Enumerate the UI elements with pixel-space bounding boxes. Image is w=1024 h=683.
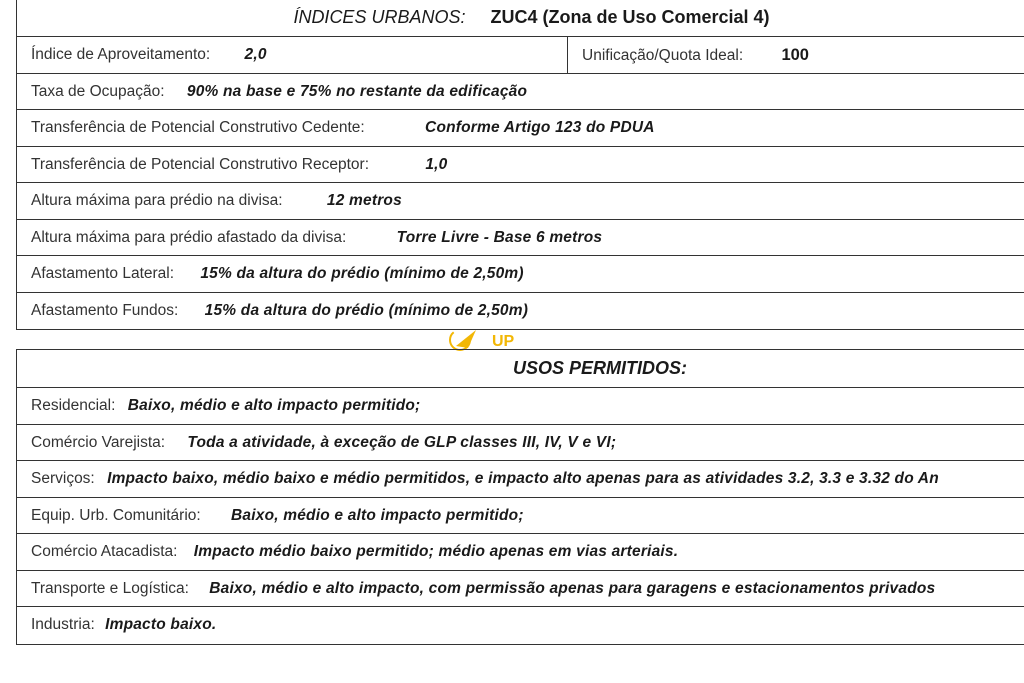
row-label: Transferência de Potencial Construtivo Cedente: [31,119,365,136]
unificacao-cell [568,37,1024,73]
usos-permitidos-table [16,349,1024,645]
row-value: 12 metros [326,192,402,209]
unificacao-label: Unificação/Quota Ideal: [582,47,744,64]
row-value: 90% na base e 75% no restante da edificação [186,82,528,100]
logo-arrow-icon [456,330,476,348]
table-row [17,388,1024,425]
table-row [17,461,1024,498]
row-value: Impacto baixo, médio baixo e médio permitidos, e impacto alto apenas para as atividades 3.2, 3.3 e 3.32 do An [107,470,939,487]
row-label: Afastamento Fundos: [31,301,179,319]
row-value: Torre Livre - Base 6 metros [396,228,603,246]
row-label: Comércio Varejista: [31,433,166,451]
table-row [17,220,1024,257]
table-row [17,425,1024,462]
row-value: 1,0 [425,155,448,173]
indices-header [17,0,1024,37]
row-label: Industria: [31,616,95,633]
row-label: Taxa de Ocupação: [31,82,165,100]
table-row [17,607,1024,644]
table-row [17,498,1024,535]
aproveitamento-value: 2,0 [244,46,267,63]
table-row [17,74,1024,111]
row-label: Residencial: [31,397,116,414]
row-value: Conforme Artigo 123 do PDUA [425,119,655,136]
table-row [17,256,1024,293]
row-value: Impacto médio baixo permitido; médio apenas em vias arteriais. [193,543,679,560]
unificacao-value: 100 [781,46,809,64]
row-label: Transferência de Potencial Construtivo Receptor: [31,155,370,173]
row-label: Serviços: [31,470,95,487]
row-label: Afastamento Lateral: [31,265,175,282]
row-value: Baixo, médio e alto impacto permitido; [127,397,421,414]
aproveitamento-cell [17,37,568,73]
usos-header-title: USOS PERMITIDOS: [513,358,688,378]
table-row [17,147,1024,184]
indices-header-title: ÍNDICES URBANOS: [293,7,466,27]
watermark-text: UP [492,333,515,350]
row-label: Altura máxima para prédio na divisa: [31,192,283,209]
table-row [17,110,1024,147]
table-row [17,571,1024,608]
table-row [17,183,1024,220]
row-value: 15% da altura do prédio (mínimo de 2,50m) [204,301,529,319]
table-row [17,534,1024,571]
row-value: Toda a atividade, à exceção de GLP classes III, IV, V e VI; [187,433,617,451]
row-label: Altura máxima para prédio afastado da divisa: [31,228,347,246]
indices-header-zone: ZUC4 (Zona de Uso Comercial 4) [490,7,770,27]
aproveitamento-row [17,37,1024,74]
row-label: Transporte e Logística: [31,579,189,597]
aproveitamento-label: Índice de Aproveitamento: [31,46,211,63]
row-value: Baixo, médio e alto impacto permitido; [231,506,524,524]
row-value: Impacto baixo. [105,616,217,633]
row-value: 15% da altura do prédio (mínimo de 2,50m) [200,265,524,282]
usos-header [17,350,1024,388]
indices-urbanos-table [16,0,1024,330]
row-label: Comércio Atacadista: [31,543,178,560]
row-value: Baixo, médio e alto impacto, com permissão apenas para garagens e estacionamentos privados [209,579,936,597]
row-label: Equip. Urb. Comunitário: [31,506,201,524]
